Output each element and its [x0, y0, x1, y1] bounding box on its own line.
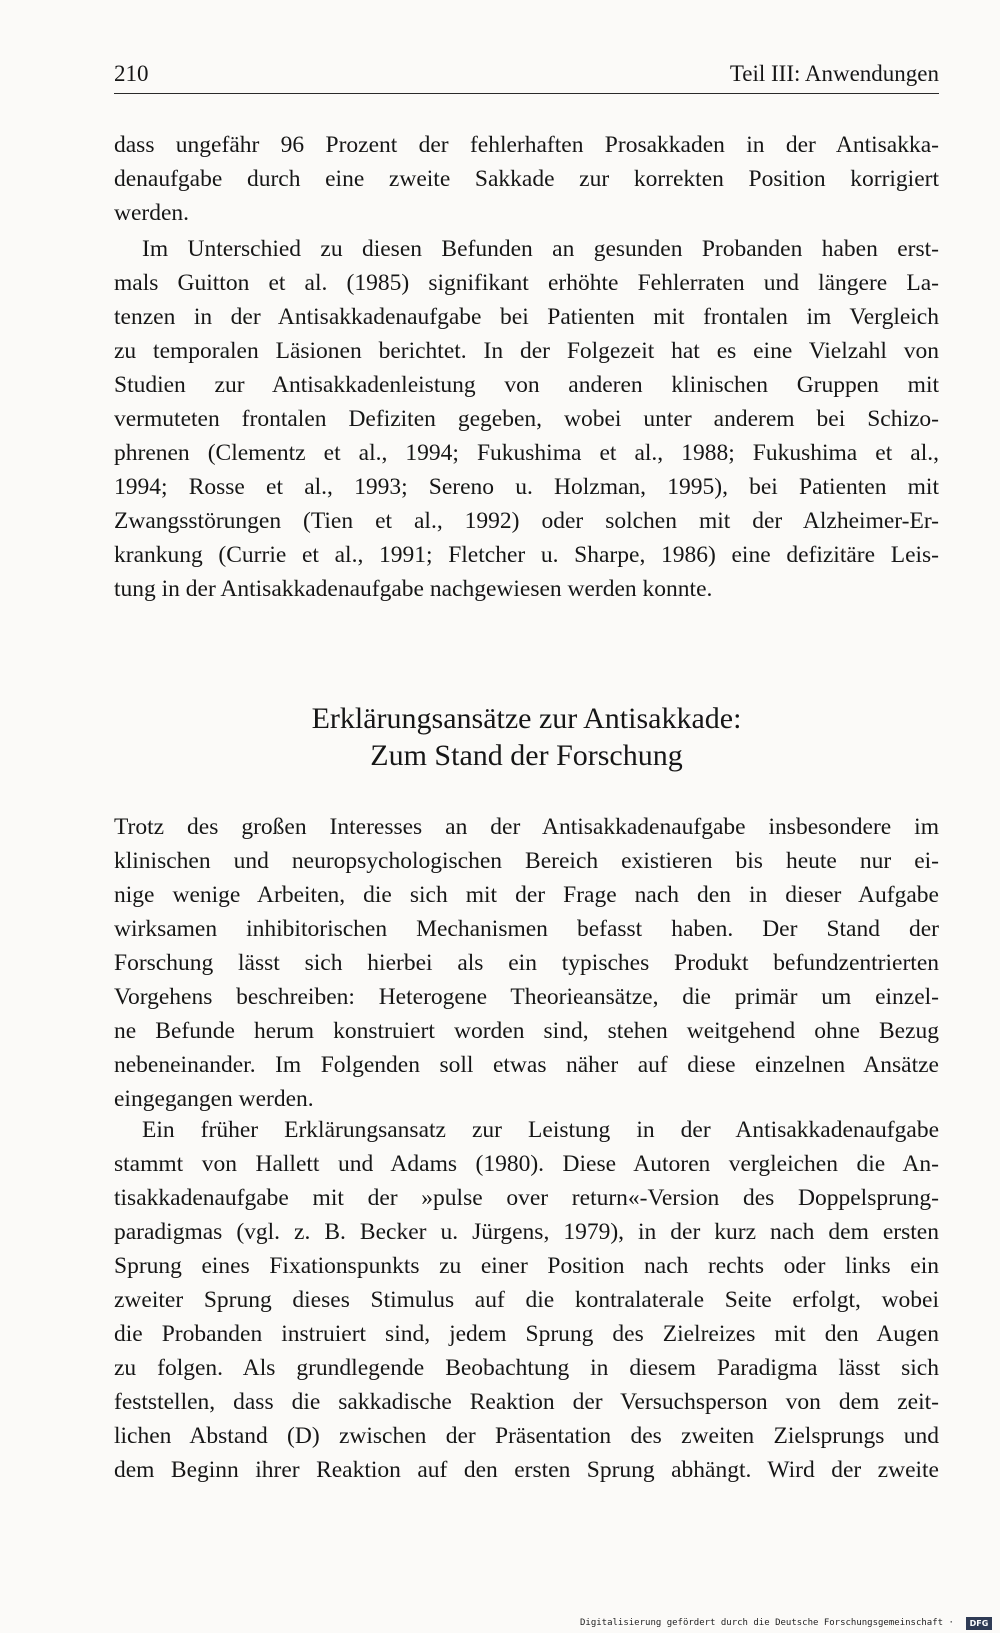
text-line: klinischen und neuropsychologischen Bereich existieren bis heute nur ei-	[114, 848, 939, 874]
text-line: lichen Abstand (D) zwischen der Präsentation des zweiten Zielsprungs und	[114, 1423, 939, 1449]
digitization-footer	[580, 1615, 1000, 1633]
text-line: Ein früher Erklärungsansatz zur Leistung in der Antisakkadenaufgabe	[142, 1117, 939, 1143]
paragraph-3	[114, 810, 939, 1116]
text-line: Im Unterschied zu diesen Befunden an gesunden Probanden haben erst-	[142, 236, 939, 262]
text-line: mals Guitton et al. (1985) signifikant erhöhte Fehlerraten und längere La-	[114, 270, 939, 296]
paragraph-4	[114, 1113, 939, 1487]
heading-line: Erklärungsansätze zur Antisakkade:	[311, 702, 742, 735]
text-line: Trotz des großen Interesses an der Antisakkadenaufgabe insbesondere im	[114, 814, 939, 840]
text-line: Forschung lässt sich hierbei als ein typisches Produkt befundzentrierten	[114, 950, 939, 976]
text-line: krankung (Currie et al., 1991; Fletcher u. Sharpe, 1986) eine defizitäre Leis-	[114, 542, 939, 568]
text-line: wirksamen inhibitorischen Mechanismen befasst haben. Der Stand der	[114, 916, 939, 942]
text-line: 1994; Rosse et al., 1993; Sereno u. Holzman, 1995), bei Patienten mit	[114, 474, 939, 500]
text-line: zu temporalen Läsionen berichtet. In der Folgezeit hat es eine Vielzahl von	[114, 338, 939, 364]
text-line: feststellen, dass die sakkadische Reaktion der Versuchsperson von dem zeit-	[114, 1389, 939, 1415]
text-line: dem Beginn ihrer Reaktion auf den ersten Sprung abhängt. Wird der zweite	[114, 1457, 939, 1483]
text-line: nige wenige Arbeiten, die sich mit der Frage nach den in dieser Aufgabe	[114, 882, 939, 908]
text-line: stammt von Hallett und Adams (1980). Diese Autoren vergleichen die An-	[114, 1151, 939, 1177]
header-rule	[114, 93, 939, 94]
page-number: 210	[114, 61, 149, 86]
text-line: paradigmas (vgl. z. B. Becker u. Jürgens, 1979), in der kurz nach dem ersten	[114, 1219, 939, 1245]
heading-line: Zum Stand der Forschung	[370, 739, 683, 772]
text-line: vermuteten frontalen Defiziten gegeben, wobei unter anderem bei Schizo-	[114, 406, 939, 432]
text-line: die Probanden instruiert sind, jedem Sprung des Zielreizes mit den Augen	[114, 1321, 939, 1347]
text-line: denaufgabe durch eine zweite Sakkade zur korrekten Position korrigiert	[114, 166, 939, 192]
text-line: tisakkadenaufgabe mit der »pulse over return«-Version des Doppelsprung-	[114, 1185, 939, 1211]
text-line: eingegangen werden.	[114, 1086, 314, 1112]
dfg-logo: DFG	[966, 1617, 992, 1630]
text-line: zu folgen. Als grundlegende Beobachtung in diesem Paradigma lässt sich	[114, 1355, 939, 1381]
text-line: werden.	[114, 200, 190, 226]
text-line: nebeneinander. Im Folgenden soll etwas näher auf diese einzelnen Ansätze	[114, 1052, 939, 1078]
section-heading	[114, 700, 939, 774]
text-line: Studien zur Antisakkadenleistung von anderen klinischen Gruppen mit	[114, 372, 939, 398]
text-line: phrenen (Clementz et al., 1994; Fukushima et al., 1988; Fukushima et al.,	[114, 440, 939, 466]
text-line: tung in der Antisakkadenaufgabe nachgewiesen werden konnte.	[114, 576, 713, 602]
text-line: Zwangsstörungen (Tien et al., 1992) oder solchen mit der Alzheimer-Er-	[114, 508, 939, 534]
running-head-section: Teil III: Anwendungen	[729, 61, 939, 86]
text-line: tenzen in der Antisakkadenaufgabe bei Patienten mit frontalen im Vergleich	[114, 304, 939, 330]
text-line: Vorgehens beschreiben: Heterogene Theorieansätze, die primär um einzel-	[114, 984, 939, 1010]
text-line: Sprung eines Fixationspunkts zu einer Position nach rechts oder links ein	[114, 1253, 939, 1279]
paragraph-1	[114, 128, 939, 230]
footer-credit: Digitalisierung gefördert durch die Deutsche Forschungsgemeinschaft ·	[580, 1618, 954, 1628]
running-head	[114, 60, 939, 92]
text-line: dass ungefähr 96 Prozent der fehlerhaften Prosakkaden in der Antisakka-	[114, 132, 939, 158]
paragraph-2	[114, 232, 939, 606]
text-line: ne Befunde herum konstruiert worden sind, stehen weitgehend ohne Bezug	[114, 1018, 939, 1044]
text-line: zweiter Sprung dieses Stimulus auf die kontralaterale Seite erfolgt, wobei	[114, 1287, 939, 1313]
